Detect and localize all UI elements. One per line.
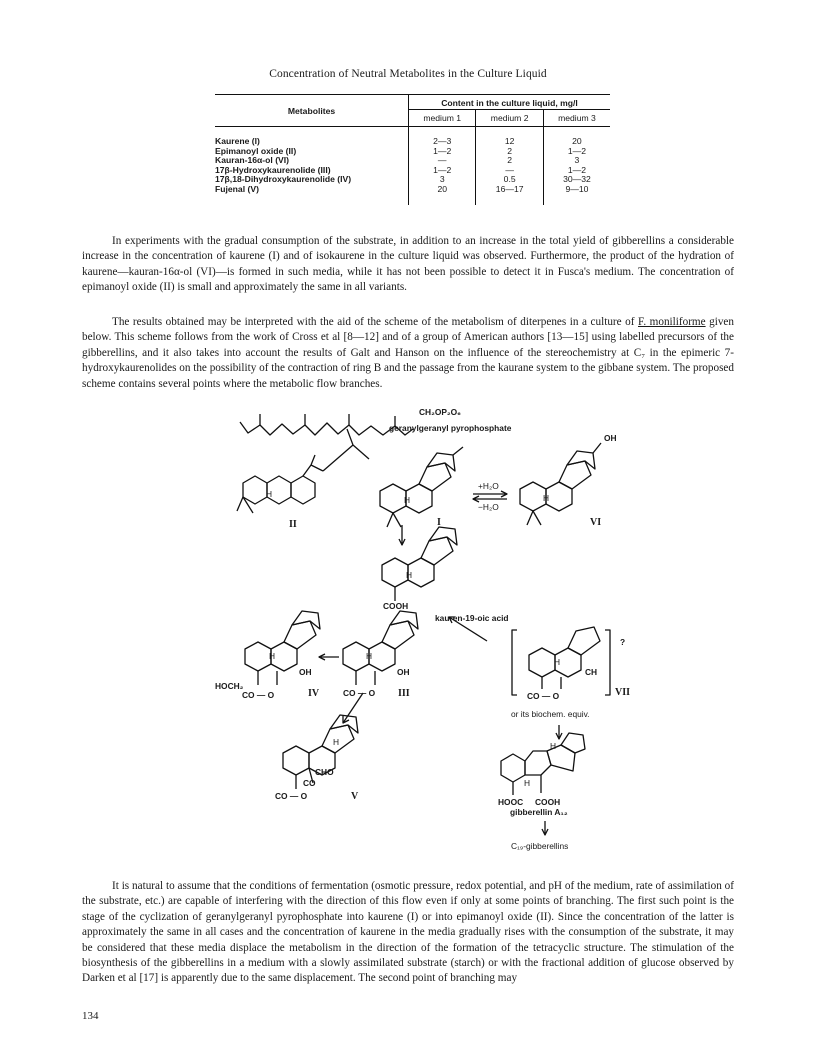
metabolite-name: 17β,18-Dihydroxykaurenolide (IV) (215, 174, 352, 185)
roman-label-iii: III (398, 688, 410, 699)
structure-v (283, 715, 358, 789)
kaurenoic-acid-label: kauren-19-oic acid (435, 613, 509, 623)
table-cell: 20 (409, 185, 476, 195)
gibberellin-a12-label: gibberellin A₁₂ (510, 807, 568, 817)
hooc-label: HOOC (498, 797, 524, 807)
roman-label-i: I (437, 517, 441, 528)
structure-gibberellin-a12 (501, 733, 585, 795)
h-label-iv: H (269, 651, 276, 661)
table-cell: 12 (476, 137, 543, 147)
h-label-ga12: H (524, 778, 531, 788)
table-row (215, 175, 610, 185)
content-column-header: Content in the culture liquid, mg/l (409, 95, 611, 110)
medium-2-header: medium 2 (476, 110, 543, 127)
paragraph-1-text: In experiments with the gradual consumption of the substrate, in addition to an increase in the total yield of gibberellins a considerable increase in the concentration of kaurene (I) and of isokaurene in the culture liquid was observed. Furthermore, the product of the hydration of kaurene—kauran-16α-ol (VI)—is formed in such media, while it has not been possible to detect it in Fusca's medium. The concentration of epimanoyl oxide (II) is small and approximately the same in all variants. (82, 235, 734, 294)
h-label-vii: H (554, 657, 561, 667)
hydration-minus-label: −H₂O (478, 502, 499, 512)
biochem-equiv-label: or its biochem. equiv. (511, 709, 590, 719)
metabolites-column-header: Metabolites (215, 95, 409, 127)
table-cell: 9—10 (543, 185, 610, 195)
table-cell: 1—2 (543, 166, 610, 176)
table-row (215, 185, 610, 195)
table-cell: 2 (476, 147, 543, 157)
hydration-plus-label: +H₂O (478, 481, 499, 491)
table-cell: — (409, 156, 476, 166)
co-o-label-v: CO — O (275, 791, 308, 801)
structure-i (380, 447, 463, 527)
cho-label: CHO (315, 767, 334, 777)
table-cell: 0.5 (476, 175, 543, 185)
ch-label: CH (585, 667, 598, 677)
metabolite-name: Kauran-16α-ol (VI) (215, 155, 290, 166)
h-label-acid: H (406, 570, 413, 580)
table-cell: 3 (409, 175, 476, 185)
table-cell: — (476, 166, 543, 176)
structure-vii (512, 627, 610, 695)
oh-label-iii: OH (397, 667, 410, 677)
metabolite-name: Epimanoyl oxide (II) (215, 145, 297, 156)
table-cell: 20 (543, 137, 610, 147)
table-cell: 16—17 (476, 185, 543, 195)
table-cell: 30—32 (543, 175, 610, 185)
roman-label-vi: VI (590, 517, 602, 528)
hoch2-label: HOCH₂ (215, 681, 244, 691)
table-cell: 3 (543, 156, 610, 166)
oh-label-vi: OH (604, 433, 617, 443)
metabolite-name: 17β-Hydroxykaurenolide (III) (215, 164, 331, 175)
co-o-label-iii: CO — O (343, 688, 376, 698)
table-cell: 1—2 (543, 147, 610, 157)
h-label-v: H (333, 737, 340, 747)
structure-vi (520, 443, 601, 525)
question-mark: ? (620, 637, 626, 647)
medium-3-header: medium 3 (543, 110, 610, 127)
species-name: F. moniliforme (638, 316, 706, 328)
roman-label-v: V (351, 791, 359, 802)
metabolite-name: Kaurene (I) (215, 136, 260, 146)
table-cell: 1—2 (409, 147, 476, 157)
paragraph-2-text-a: The results obtained may be interpreted with the aid of the scheme of the metabolism of diterpenes in a culture of (112, 316, 638, 328)
metabolism-scheme (215, 405, 635, 875)
paragraph-3-text: It is natural to assume that the conditions of fermentation (osmotic pressure, redox potential, and pH of the medium, rate of assimilation of the substrate, etc.) are capable of interfering with the direction of this flow even if only at some points of branching. The first such point is the stage of the cyclization of geranylgeranyl pyrophosphate into kaurene (I) or into epimanoyl oxide (II). Since the concentration of the latter is approximately the same in all cases and the concentration of kaurene in the media gradually rises with the consumption of the substrate, it may be considered that these media displace the metabolism in the direction of the formation of the tetracyclic structure. The stimulation of the biosynthesis of the gibberellins in a medium with a slowly assimilated substrate (starch) or with the fractional addition of glucose observed by Darken et al [17] is apparently due to the same displacement. The second point of branching may (82, 880, 734, 985)
cooh-label-ga12: COOH (535, 797, 561, 807)
roman-label-iv: IV (308, 688, 320, 699)
h-label-i: H (404, 495, 411, 505)
structure-kaurenoic-acid (382, 527, 457, 601)
cooh-label: COOH (383, 601, 409, 611)
h-label-ga12-top: H (550, 741, 557, 751)
medium-1-header: medium 1 (409, 110, 476, 127)
paragraph-1 (82, 234, 734, 296)
paragraph-3 (82, 879, 734, 987)
c19-gibberellins-label: C₁₉-gibberellins (511, 841, 569, 851)
metabolite-name: Fujenal (V) (215, 183, 259, 194)
structure-ii (237, 429, 369, 513)
table-cell: 1—2 (409, 166, 476, 176)
h-label-vi: H (543, 493, 550, 503)
page-number: 134 (82, 1010, 99, 1022)
metabolites-table (215, 94, 610, 205)
roman-label-ii: II (289, 519, 297, 530)
scheme-drawing (215, 405, 635, 875)
co-label-v: CO (303, 778, 316, 788)
co-o-label-vii: CO — O (527, 691, 560, 701)
co-o-label-iv: CO — O (242, 690, 275, 700)
ggpp-chain (240, 422, 413, 435)
oh-label-iv: OH (299, 667, 312, 677)
ggpp-group-label: CH₂OP₂O₆ (419, 407, 461, 417)
table-cell: 2—3 (409, 137, 476, 147)
table-cell: 2 (476, 156, 543, 166)
table-caption: Concentration of Neutral Metabolites in the Culture Liquid (269, 68, 547, 80)
h-label-ii: H (266, 489, 273, 499)
roman-label-vii: VII (615, 687, 631, 698)
ggpp-name-label: geranylgeranyl pyrophosphate (389, 423, 512, 433)
paragraph-2-text-b: given below. This scheme follows from the work of Cross et al [8—12] and of a group of American authors [13—15] using labelled precursors of the gibberellins, and it also takes into account the results of Galt and Hanson on the influence of the stereochemistry at C₇ in the epimeric 7-hydroxykaurenolides on the possibility of the contraction of ring B and the passage from the kaurane system to the gibbane system. The proposed scheme contains several points where the metabolic flow branches. (82, 316, 734, 390)
h-label-iii: H (366, 651, 373, 661)
paragraph-2 (82, 315, 734, 392)
